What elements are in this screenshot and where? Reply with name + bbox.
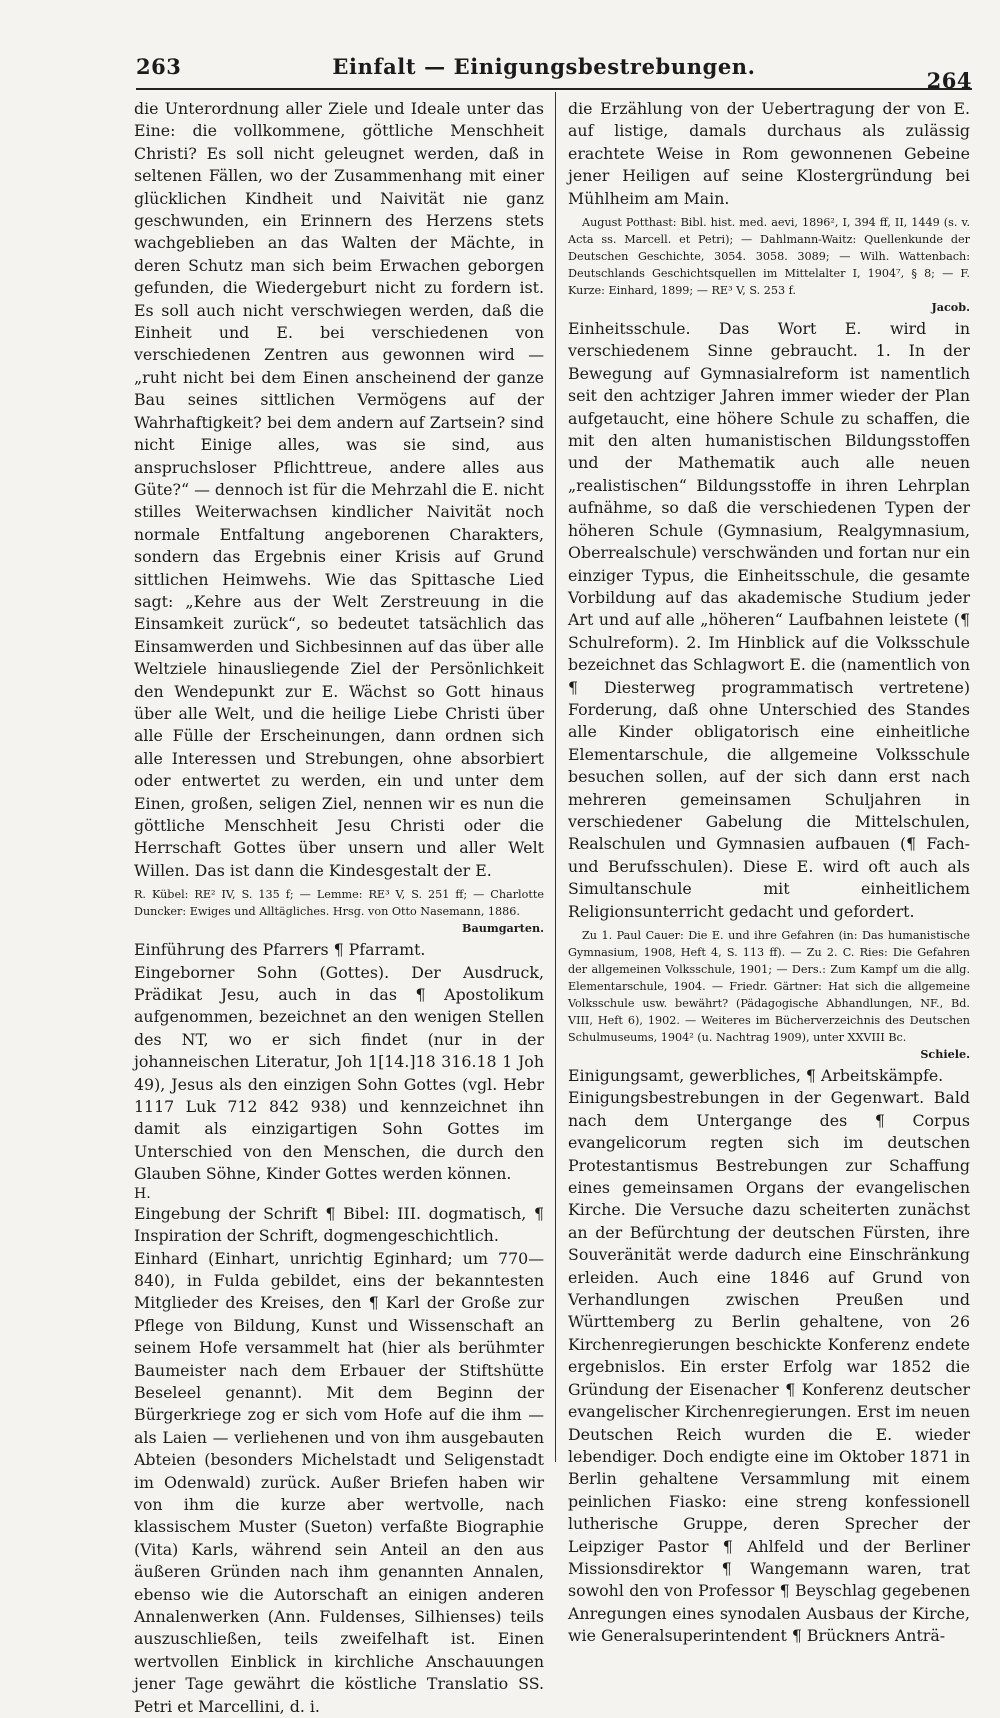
author-signature: H. [134,1186,544,1203]
entry-einhard: Einhard (Einhart, unrichtig Eginhard; um 770—840), in Fulda gebildet, eins der bekanntesten Mitglieder des Kreises, den ¶ Karl der Große zur Pflege von Bildung, Kunst und Wissenschaft an seinem Hofe versammelt hat (hier als berühmter Baumeister nach dem Erbauer der Stiftshütte Beseleel genannt). Mit dem Beginn der Bürgerkriege zog er sich vom Hofe auf die ihm — als Laien — verliehenen und von ihm ausgebauten Abteien (besonders Michelstadt und Seligenstadt im Odenwald) zurück. Außer Briefen haben wir von ihm die kurze aber wertvolle, nach klassischem Muster (Sueton) verfaßte Biographie (Vita) Karls, während sein Anteil an den aus äußeren Gründen nach ihm genannten Annalen, ebenso wie die Autorschaft an einigen anderen Annalenwerken (Ann. Fuldenses, Silhienses) teils auszuschließen, teils zweifelhaft ist. Einen wertvollen Einblick in kirchliche Anschauungen jener Tage gewährt die köstliche Translatio SS. Petri et Marcellini, d. i. [134,1248,544,1718]
literature-einhard [568,214,970,316]
entry-einigungsamt: Einigungsamt, gewerbliches, ¶ Arbeitskämpfe. [568,1065,970,1087]
literature-text: R. Kübel: RE² IV, S. 135 f; — Lemme: RE³ V, S. 251 ff; — Charlotte Duncker: Ewiges und Alltägliches. Hrsg. von Otto Nasemann, 1886. [134,886,544,920]
page-number-right: 264 [927,68,972,93]
entry-einfalt-text: die Unterordnung aller Ziele und Ideale unter das Eine: die vollkommene, göttliche Menschheit Christi? Es soll nicht geleugnet werden, daß in seltenen Fällen, wo der Zusammenhang mit einer glücklichen Kindheit und Naivität nie ganz geschwunden, ein Erinnern des Herzens stets wachgeblieben an das Walten der Mächte, in deren Schutz man sich beim Erwachen geborgen gefunden, die Wiedergeburt nicht zu fordern ist. Es soll auch nicht verschwiegen werden, daß die Einheit und E. bei verschiedenen von verschiedenen Zentren aus gewonnen wird — „ruht nicht bei dem Einen anscheinend der ganze Bau seines sittlichen Vermögens auf der Wahrhaftigkeit? bei dem andern auf Zartsein? sind nicht Einige alles, was sie sind, aus anspruchsloser Pflichttreue, andere alles aus Güte?“ — dennoch ist für die Mehrzahl die E. nicht stilles Weiterwachsen kindlicher Naivität noch normale Entfaltung angeborenen Charakters, sondern das Ergebnis einer Krisis auf Grund sittlichen Heimwehs. Wie das Spittasche Lied sagt: „Kehre aus der Welt Zerstreuung in die Einsamkeit zurück“, so bedeutet tatsächlich das Einsamwerden und Sichbesinnen auf das über alle Weltziele hinausliegende Ziel der Persönlichkeit den Wendepunkt zur E. Wächst so Gott hinaus über alle Welt, und die heilige Liebe Christi über alle Fülle der Erscheinungen, dann ordnen sich alle Interessen und Strebungen, ohne absorbiert oder entwertet zu werden, ein und unter dem Einen, großen, seligen Ziel, nennen wir es nun die göttliche Menschheit Jesu Christi oder die Herrschaft Gottes über unsern und aller Welt Willen. Das ist dann die Kindesgestalt der E. [134,98,544,882]
running-title: Einfalt — Einigungsbestrebungen. [110,54,978,79]
entry-einfuehrung: Einführung des Pfarrers ¶ Pfarramt. [134,939,544,961]
author-signature: Schiele. [568,1046,970,1063]
header-rule [136,88,972,90]
author-signature: Jacob. [568,299,970,316]
entry-einigungsbestrebungen: Einigungsbestrebungen in der Gegenwart. Bald nach dem Untergange des ¶ Corpus evangelicorum regten sich im deutschen Protestantismus Bestrebungen zur Schaffung eines gemeinsamen Organs der evangelischen Kirche. Die Versuche dazu scheiterten zunächst an der Befürchtung der deutschen Fürsten, ihre Souveränität werde dadurch eine Einschränkung erleiden. Auch eine 1846 auf Grund von Verhandlungen zwischen Preußen und Württemberg zu Berlin gehaltene, von 26 Kirchenregierungen beschickte Konferenz endete ergebnislos. Ein erster Erfolg war 1852 die Gründung der Eisenacher ¶ Konferenz deutscher evangelischer Kirchenregierungen. Erst im neuen Deutschen Reich wurden die E. wieder lebendiger. Doch endigte eine im Oktober 1871 in Berlin gehaltene Versammlung mit einem peinlichen Fiasko: eine streng konfessionell lutherische Gruppe, deren Sprecher der Leipziger Pastor ¶ Ahlfeld und der Berliner Missionsdirektor ¶ Wangemann waren, trat sowohl den von Professor ¶ Beyschlag gegebenen Anregungen eines synodalen Ausbaus der Kirche, wie Generalsuperintendent ¶ Brückners Anträ- [568,1087,970,1647]
left-column [134,98,544,1466]
page-header [110,54,978,94]
entry-eingeborner-sohn: Eingeborner Sohn (Gottes). Der Ausdruck, Prädikat Jesu, auch in das ¶ Apostolikum aufgenommen, bezeichnet an den wenigen Stellen des NT, wo er sich findet (nur in der johanneischen Literatur, Joh 1[14.]18 316.18 1 Joh 49), Jesus als den einzigen Sohn Gottes (vgl. Hebr 1117 Luk 712 842 938) und kennzeichnet ihn damit als einzigartigen Sohn Gottes im Unterschied von den Menschen, die durch den Glauben Söhne, Kinder Gottes werden können. [134,962,544,1186]
column-divider [555,92,556,1462]
entry-einheitsschule: Einheitsschule. Das Wort E. wird in verschiedenem Sinne gebraucht. 1. In der Bewegung auf Gymnasialreform ist namentlich seit den achtziger Jahren immer wieder der Plan aufgetaucht, eine höhere Schule zu schaffen, die mit den alten humanistischen Bildungsstoffen und der Mathematik auch alle neuen „realistischen“ Bildungsstoffe in ihren Lehrplan aufnähme, so daß die verschiedenen Typen der höheren Schule (Gymnasium, Realgymnasium, Oberrealschule) verschwänden und fortan nur ein einziger Typus, die Einheitsschule, die gesamte Vorbildung auf das akademische Studium jeder Art und auf alle „höheren“ Laufbahnen leistete (¶ Schulreform). 2. Im Hinblick auf die Volksschule bezeichnet das Schlagwort E. die (namentlich von ¶ Diesterweg programmatisch vertretene) Forderung, daß ohne Unterschied des Standes alle Kinder obligatorisch eine einheitliche Elementarschule, die allgemeine Volksschule besuchen sollen, auf der sich dann erst nach mehreren gemeinsamen Schuljahren in verschiedener Gabelung die Mittelschulen, Realschulen und Gymnasien aufbauen (¶ Fach- und Berufsschulen). Diese E. wird oft auch als Simultanschule mit einheitlichem Religionsunterricht gedacht und gefordert. [568,318,970,923]
entry-einhard-continued: die Erzählung von der Uebertragung der von E. auf listige, damals durchaus als zulässig erachtete Weise in Rom gewonnenen Gebeine jener Heiligen auf seine Klostergründung bei Mühlheim am Main. [568,98,970,210]
page-number-left: 263 [136,54,181,79]
right-column [568,98,970,1466]
literature-einfalt [134,886,544,937]
author-signature: Baumgarten. [134,920,544,937]
literature-einheitsschule [568,927,970,1063]
entry-eingebung: Eingebung der Schrift ¶ Bibel: III. dogmatisch, ¶ Inspiration der Schrift, dogmengeschichtlich. [134,1203,544,1248]
literature-text: Zu 1. Paul Cauer: Die E. und ihre Gefahren (in: Das humanistische Gymnasium, 1908, Heft 4, S. 113 ff). — Zu 2. C. Ries: Die Gefahren der allgemeinen Volksschule, 1901; — Ders.: Zum Kampf um die allg. Elementarschule, 1904. — Friedr. Gärtner: Hat sich die allgemeine Volksschule usw. bewährt? (Pädagogische Abhandlungen, NF., Bd. VIII, Heft 6), 1902. — Weiteres im Bücherverzeichnis des Deutschen Schulmuseums, 1904² (u. Nachtrag 1909), unter XXVIII Bc. [568,927,970,1046]
literature-text: August Potthast: Bibl. hist. med. aevi, 1896², I, 394 ff, II, 1449 (s. v. Acta ss. Marcell. et Petri); — Dahlmann-Waitz: Quellenkunde der Deutschen Geschichte, 3054. 3058. 3089; — Wilh. Wattenbach: Deutschlands Geschichtsquellen im Mittelalter I, 1904⁷, § 8; — F. Kurze: Einhard, 1899; — RE³ V, S. 253 f. [568,214,970,299]
